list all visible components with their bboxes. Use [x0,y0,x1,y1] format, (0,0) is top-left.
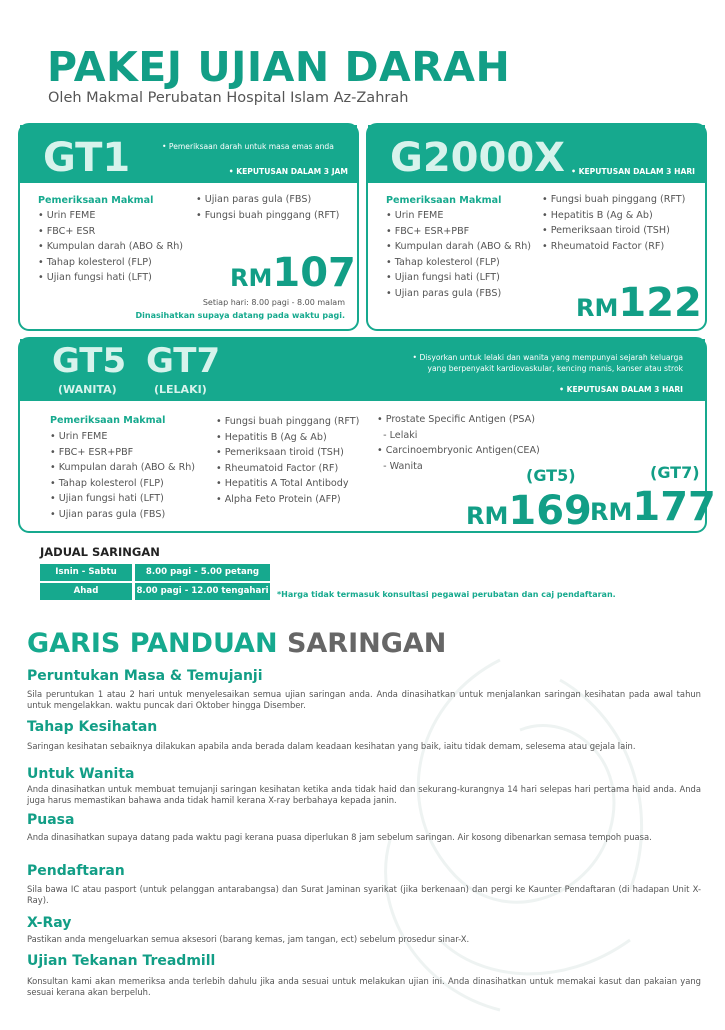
list-item: • Pemeriksaan tiroid (TSH) [542,225,670,237]
list-item: • Ujian paras gula (FBS) [386,287,502,299]
package-code: GT1 [43,135,131,181]
price-value: 107 [272,250,356,296]
package-note: • Pemeriksaan darah untuk masa emas anda [162,142,334,151]
guide-heading: Tahap Kesihatan [27,719,158,735]
guide-heading: Untuk Wanita [27,766,135,782]
price-gt7-tag: (GT7) [650,463,700,482]
list-item: • Tahap kolesterol (FLP) [386,256,500,268]
price-value: 122 [618,280,702,326]
list-item: • Kumpulan darah (ABO & Rh) [38,241,184,253]
list-item: • Hepatitis B (Ag & Ab) [216,431,327,443]
price-gt5 [466,488,592,534]
guide-heading: Ujian Tekanan Treadmill [27,953,216,969]
guide-text: Pastikan anda mengeluarkan semua aksesori (barang kemas, jam tangan, ect) sebelum prosedur sinar-X. [27,934,470,944]
price-currency: RM [590,498,633,526]
schedule-day: Ahad [40,583,132,600]
package-code-gt7: GT7 [146,341,221,381]
guide-text: Sila bawa IC atau pasport (untuk pelanggan antarabangsa) dan Surat Jaminan syarikat (jika berkenaan) dan pergi ke Kaunter Pendaftaran (di hadapan Unit X-Ray). [27,884,701,905]
list-item: • Urin FEME [38,210,96,221]
card-header [20,339,705,401]
list-item: • Alpha Feto Protein (AFP) [216,493,341,505]
package-note-line2: yang berpenyakit kardiovaskular, kencing manis, kanser atau strok [427,364,683,373]
price [576,280,702,326]
list-item: • Fungsi buah pinggang (RFT) [542,194,686,205]
list-item: • Ujian paras gula (FBS) [196,194,312,205]
price-gt5-tag: (GT5) [526,466,576,485]
test-list-col3 [377,412,540,474]
price [230,250,356,296]
guide-text: Saringan kesihatan sebaiknya dilakukan apabila anda berada dalam keadaan kesihatan yang baik, iaitu tidak demam, selesema atau gejala lain. [27,741,636,751]
card-header [20,125,357,183]
package-code-gt5: GT5 [52,341,127,381]
page-subtitle: Oleh Makmal Perubatan Hospital Islam Az-Zahrah [48,90,409,106]
list-item: • Hepatitis A Total Antibody [216,478,349,490]
test-list-right [196,192,339,223]
list-item: • Rheumatoid Factor (RF) [542,240,665,252]
guide-title [27,628,446,659]
result-time: • KEPUTUSAN DALAM 3 JAM [228,167,348,176]
price-value: 177 [632,484,716,530]
list-item: • Ujian paras gula (FBS) [50,508,166,520]
guide-heading: Pendaftaran [27,863,125,879]
guide-text: Sila peruntukan 1 atau 2 hari untuk menyelesaikan semua ujian saringan anda. Anda dinasihatkan untuk menjalankan saringan kesihatan pada awal tahun untuk mengelakkan. waktu puncak dari Oktober hingga Disember. [27,689,701,710]
list-item: • Urin FEME [386,210,444,221]
section-title: Pemeriksaan Makmal [38,195,154,206]
guide-heading: X-Ray [27,915,72,931]
list-item: - Lelaki [377,429,418,441]
result-time: • KEPUTUSAN DALAM 3 HARI [571,167,695,176]
list-item: • Carcinoembryonic Antigen(CEA) [377,445,540,457]
guide-heading: Peruntukan Masa & Temujanji [27,668,263,684]
list-item: • FBC+ ESR+PBF [386,225,470,237]
section-title: Pemeriksaan Makmal [50,415,166,426]
list-item: • Urin FEME [50,431,108,442]
schedule-time: 8.00 pagi - 12.00 tengahari [135,583,270,600]
guide-text: Anda dinasihatkan supaya datang pada waktu pagi kerana puasa diperlukan 8 jam sebelum saringan. Air kosong dibenarkan semasa tempoh puasa. [27,832,652,842]
list-item: • FBC+ ESR [38,225,96,237]
price-value: 169 [508,488,592,534]
package-label-gt5: (WANITA) [58,383,117,396]
result-time: • KEPUTUSAN DALAM 3 HARI [559,385,683,394]
test-list-left [38,208,183,286]
guide-title-part1: GARIS PANDUAN [27,628,278,659]
test-list-col2 [216,414,359,508]
opening-hours: Setiap hari: 8.00 pagi - 8.00 malam [202,298,345,307]
price-gt7 [590,484,716,530]
package-note-line1: • Disyorkan untuk lelaki dan wanita yang mempunyai sejarah keluarga [412,353,683,362]
list-item: • Kumpulan darah (ABO & Rh) [50,462,196,474]
package-card-g2000x [366,123,707,331]
list-item: • FBC+ ESR+PBF [50,446,134,458]
list-item: • Hepatitis B (Ag & Ab) [542,209,653,221]
section-title: Pemeriksaan Makmal [386,195,502,206]
guide-text: Konsultan kami akan memeriksa anda terlebih dahulu jika anda sesuai untuk melakukan ujian ini. Anda dinasihatkan untuk memakai kasut dan pakaian yang sesuai kerana akan berpeluh. [27,976,701,997]
price-currency: RM [576,294,619,322]
schedule-title: JADUAL SARINGAN [40,545,160,559]
package-card-gt5-gt7 [18,337,716,534]
price-disclaimer: *Harga tidak termasuk konsultasi pegawai perubatan dan caj pendaftaran. [277,590,616,599]
list-item: • Tahap kolesterol (FLP) [50,477,164,489]
guide-title-part2: SARINGAN [286,628,447,659]
list-item: • Fungsi buah pinggang (RFT) [216,416,360,427]
list-item: • Kumpulan darah (ABO & Rh) [386,241,532,253]
page-title: PAKEJ UJIAN DARAH [47,43,511,91]
test-list-col1 [50,429,195,523]
schedule-day: Isnin - Sabtu [40,564,132,581]
test-list-right [542,192,685,254]
package-card-gt1 [18,123,359,331]
list-item: - Wanita [377,460,423,472]
list-item: • Tahap kolesterol (FLP) [38,256,152,268]
list-item: • Ujian fungsi hati (LFT) [50,493,164,505]
test-list-left [386,208,531,302]
list-item: • Rheumatoid Factor (RF) [216,462,339,474]
package-label-gt7: (LELAKI) [154,383,207,396]
package-code: G2000X [390,135,565,181]
schedule-time: 8.00 pagi - 5.00 petang [135,564,270,581]
price-currency: RM [230,264,273,292]
list-item: • Ujian fungsi hati (LFT) [38,272,152,284]
list-item: • Fungsi buah pinggang (RFT) [196,209,340,221]
guide-text: Anda dinasihatkan untuk membuat temujanji saringan kesihatan ketika anda tidak haid dan sekurang-kurangnya 14 hari selepas hari pertama haid anda. Anda juga harus memastikan bahawa anda tidak hamil kerana X-ray berbahaya kepada janin. [27,784,701,805]
guide-heading: Puasa [27,812,75,828]
list-item: • Prostate Specific Antigen (PSA) [377,414,535,425]
price-currency: RM [466,502,509,530]
list-item: • Ujian fungsi hati (LFT) [386,272,500,284]
list-item: • Pemeriksaan tiroid (TSH) [216,447,344,459]
advice-text: Dinasihatkan supaya datang pada waktu pagi. [135,311,345,320]
card-header [368,125,705,183]
